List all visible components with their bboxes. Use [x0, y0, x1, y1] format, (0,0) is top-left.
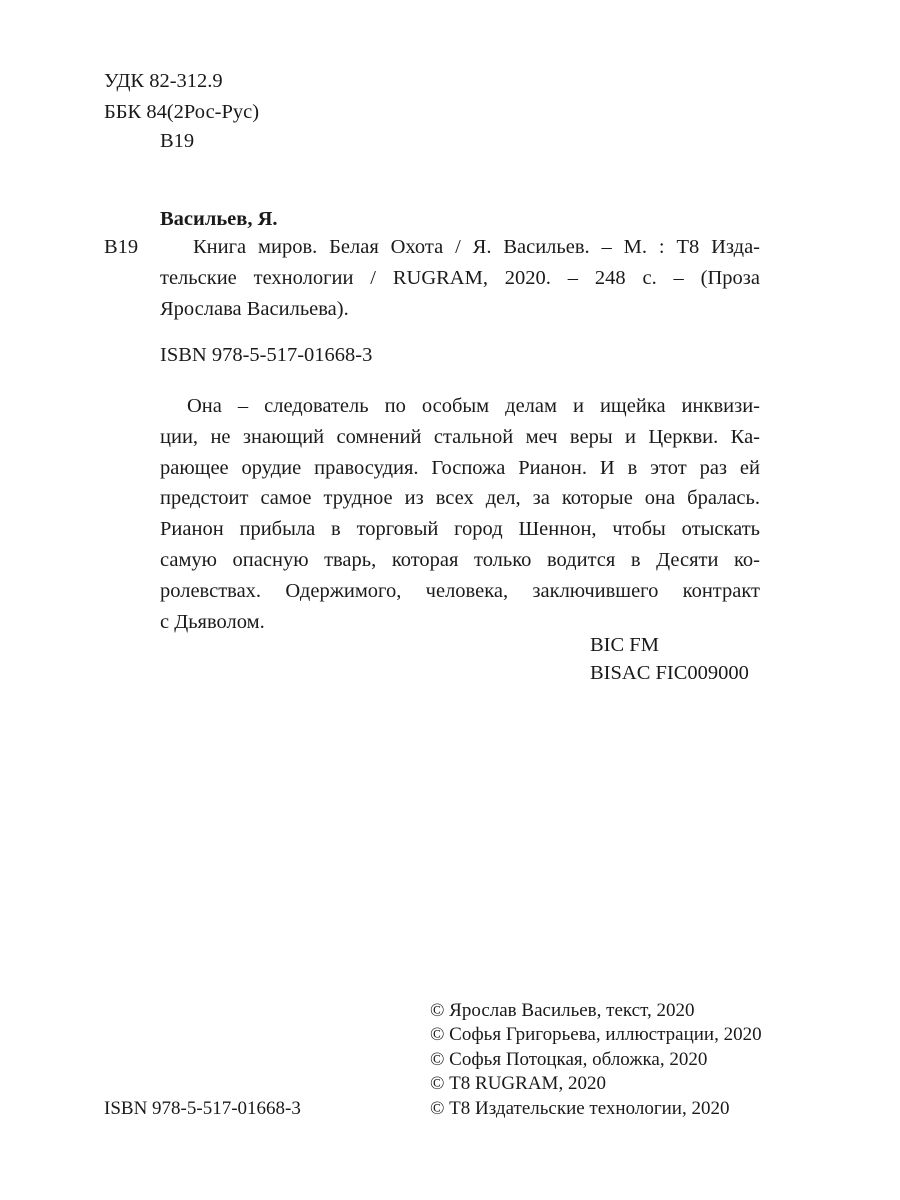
copyright-line: © Т8 Издательские технологии, 2020: [430, 1097, 730, 1119]
copyright-line: © Софья Потоцкая, обложка, 2020: [430, 1048, 708, 1070]
udk-code: УДК 82-312.9: [104, 70, 223, 92]
annotation-line: с Дьяволом.: [160, 610, 265, 633]
author-mark: В19: [160, 130, 195, 152]
annotation-line: рающее орудие правосудия. Госпожа Рианон. И в этот раз ей: [160, 456, 760, 479]
isbn-footer: ISBN 978-5-517-01668-3: [104, 1098, 301, 1119]
annotation-line: самую опасную тварь, которая только водится в Десяти ко-: [160, 548, 760, 571]
copyright-line: © Т8 RUGRAM, 2020: [430, 1073, 606, 1095]
bic-code: BIC FM: [590, 634, 659, 656]
author-mark-margin: В19: [104, 236, 139, 258]
copyright-line: © Софья Григорьева, иллюстрации, 2020: [430, 1024, 762, 1046]
bibliographic-line: Книга миров. Белая Охота / Я. Васильев. – М. : Т8 Изда-: [193, 236, 760, 258]
bisac-code: BISAC FIC009000: [590, 662, 749, 684]
copyright-line: © Ярослав Васильев, текст, 2020: [430, 1000, 695, 1021]
annotation-line: Она – следователь по особым делам и ищейка инквизи-: [187, 395, 760, 417]
bibliographic-line: Ярослава Васильева).: [160, 298, 349, 320]
annotation-line: предстоит самое трудное из всех дел, за которые она бралась.: [160, 487, 760, 510]
annotation-line: ции, не знающий сомнений стальной меч веры и Церкви. Ка-: [160, 425, 760, 448]
author-heading: Васильев, Я.: [160, 208, 278, 230]
annotation-line: Рианон прибыла в торговый город Шеннон, чтобы отыскать: [160, 518, 760, 541]
annotation: [160, 393, 760, 639]
copyright-notices: [430, 1000, 762, 1122]
annotation-line: ролевствах. Одержимого, человека, заключившего контракт: [160, 579, 760, 602]
bbk-code: ББК 84(2Рос-Рус): [104, 101, 260, 123]
bibliographic-description: [160, 234, 760, 327]
isbn: ISBN 978-5-517-01668-3: [160, 344, 373, 366]
bibliographic-line: тельские технологии / RUGRAM, 2020. – 248 с. – (Проза: [160, 267, 760, 289]
